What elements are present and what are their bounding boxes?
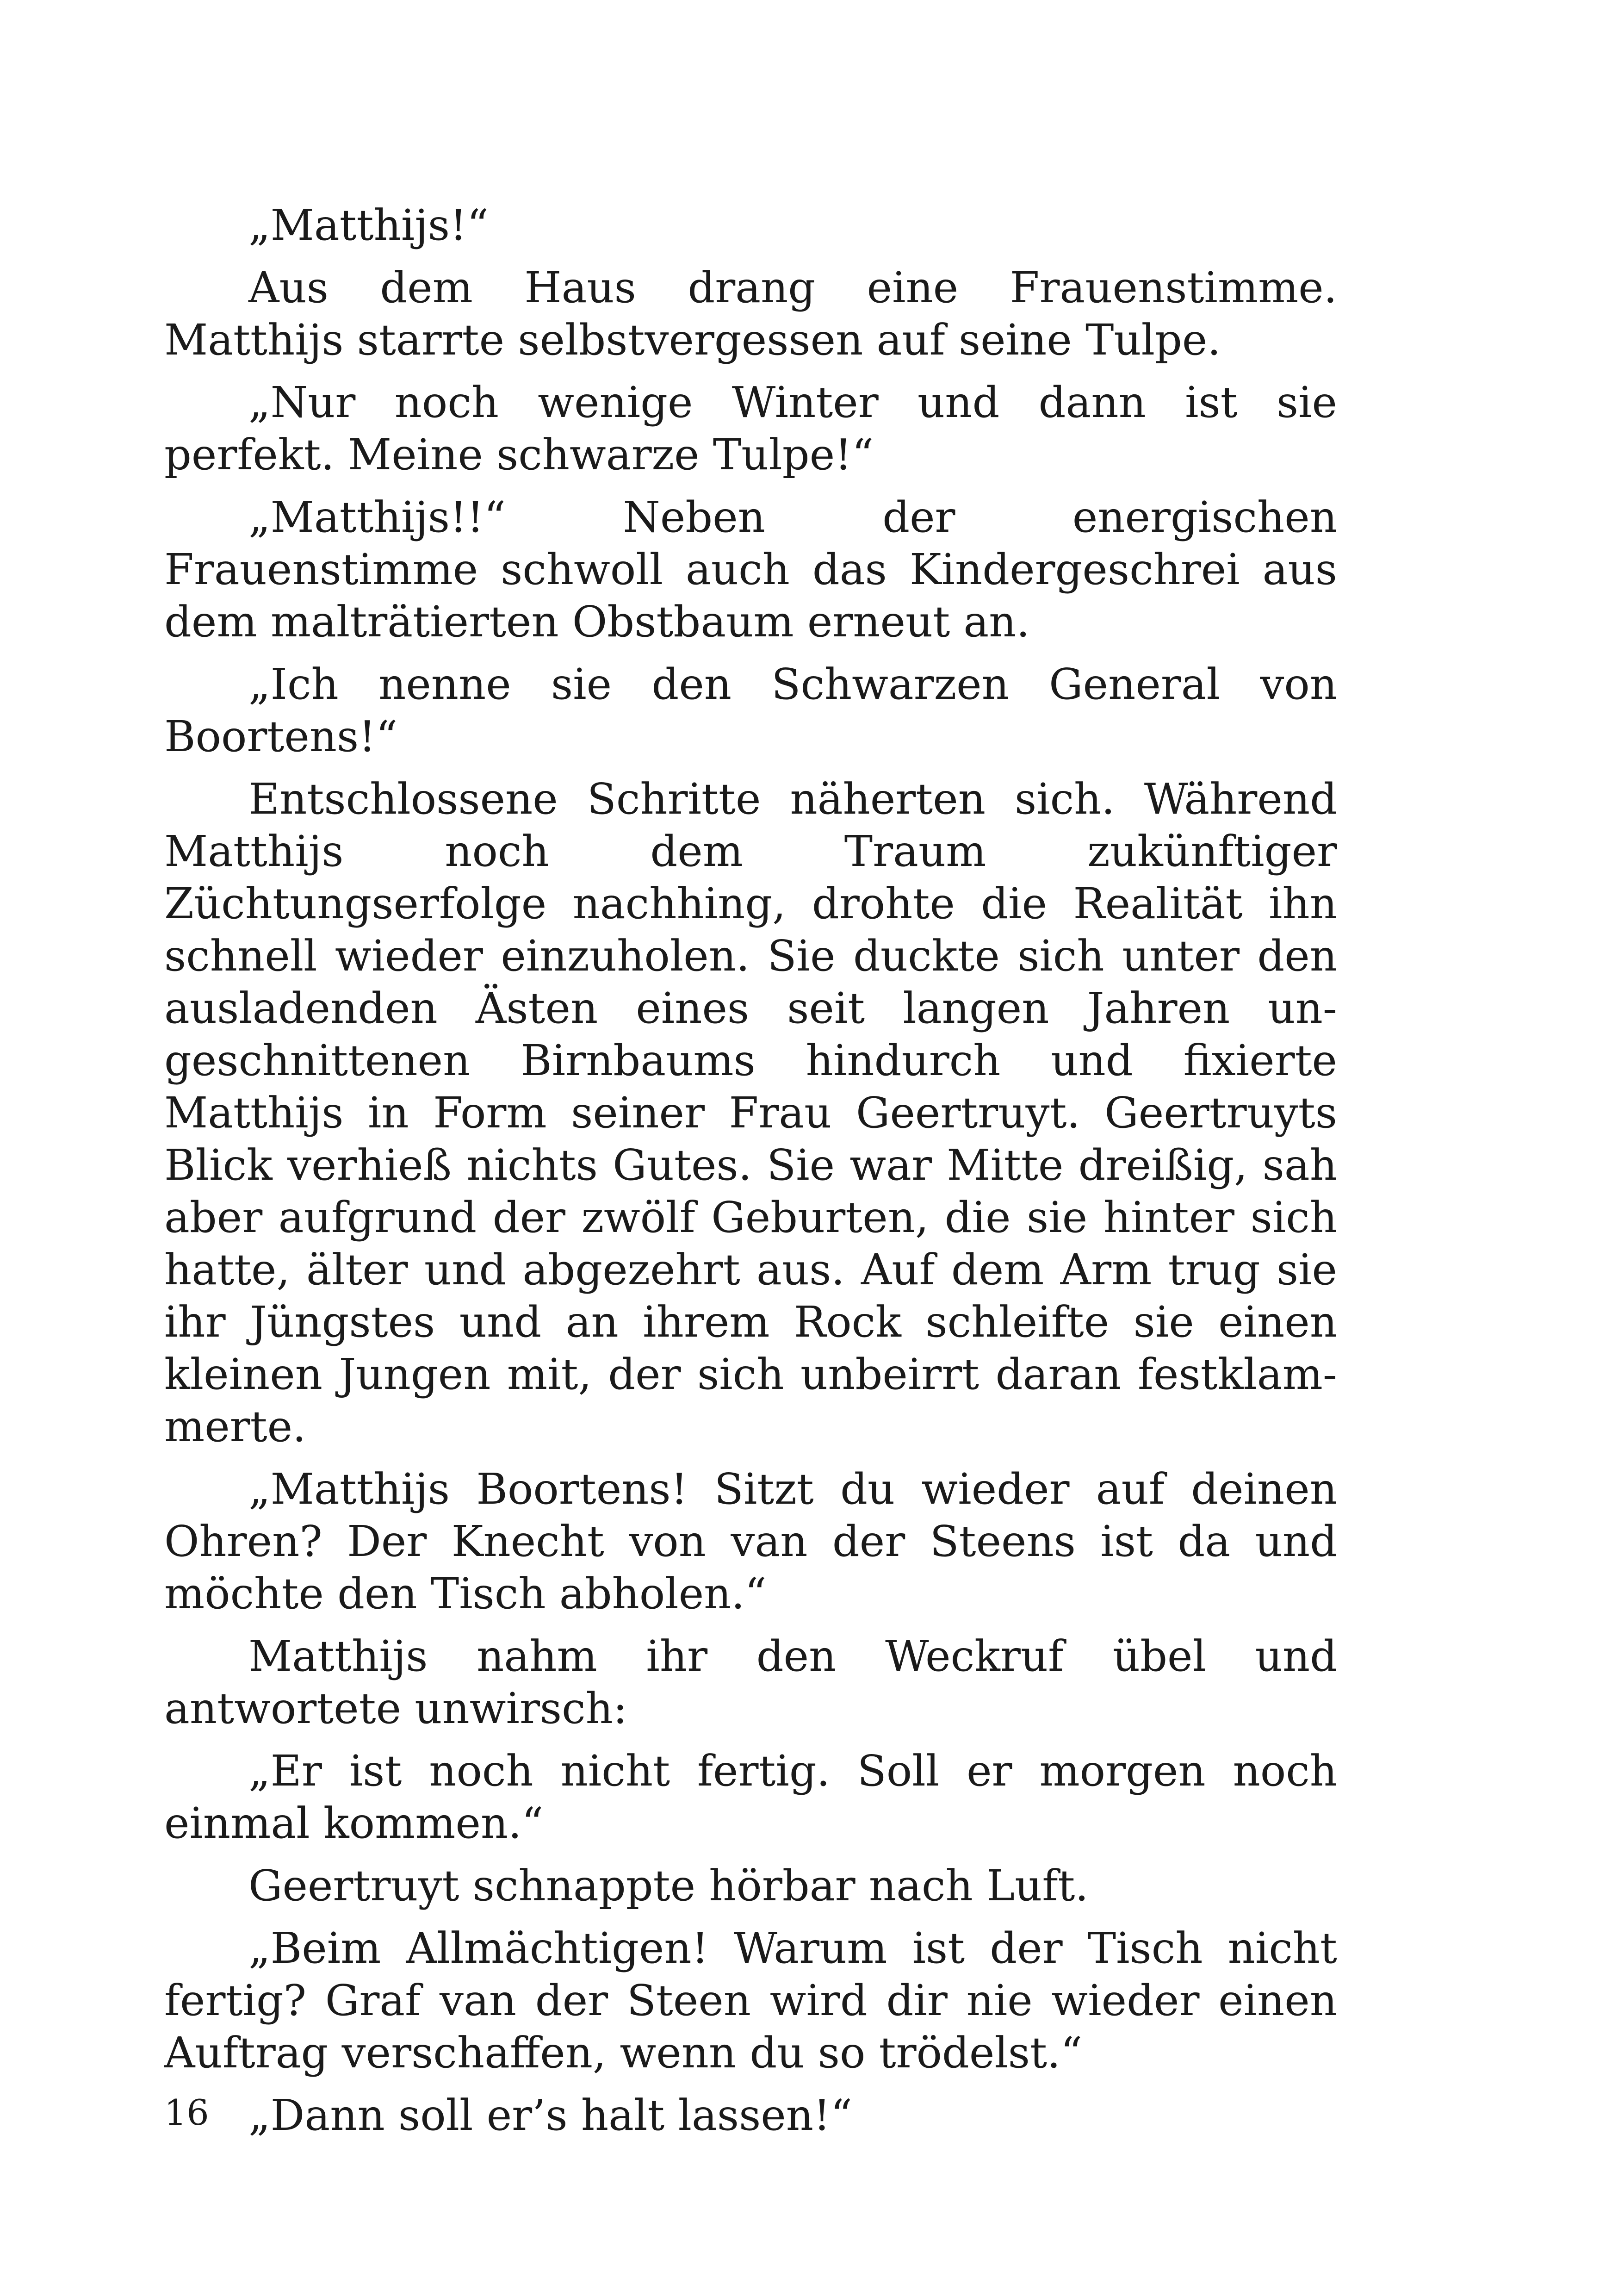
- paragraph: Matthijs nahm ihr den Weckruf übel und antwortete unwirsch:: [164, 1631, 1337, 1733]
- paragraph: Aus dem Haus drang eine Frauenstimme. Matthijs starrte selbstvergessen auf seine Tulpe.: [164, 263, 1337, 365]
- paragraph: „Matthijs!“: [248, 200, 489, 250]
- paragraph: „Dann soll er’s halt lassen!“: [248, 2091, 852, 2140]
- paragraph: „Er ist noch nicht fertig. Soll er morgen noch einmal kommen.“: [164, 1746, 1337, 1848]
- paragraph: „Matthijs Boortens! Sitzt du wieder auf deinen Ohren? Der Knecht von van der Steens ist da und möchte den Tisch abholen.“: [164, 1464, 1337, 1618]
- paragraph: „Beim Allmächtigen! Warum ist der Tisch nicht fertig? Graf van der Steen wird dir nie wieder einen Auftrag verschaffen, wenn du so trödelst.“: [164, 1923, 1337, 2078]
- paragraph: „Nur noch wenige Winter und dann ist sie perfekt. Meine schwarze Tulpe!“: [164, 378, 1337, 479]
- body-text: [164, 199, 1337, 2152]
- paragraph: „Matthijs!!“ Neben der energischen Frauenstimme schwoll auch das Kindergeschrei aus dem malträtierten Obstbaum erneut an.: [164, 492, 1337, 647]
- paragraph: Geertruyt schnappte hörbar nach Luft.: [248, 1861, 1089, 1910]
- paragraph: „Ich nenne sie den Schwarzen General von Boortens!“: [164, 660, 1337, 761]
- paragraph: Entschlossene Schritte näherten sich. Während Matthijs noch dem Traum zukünftiger Züchtungserfolge nachhing, drohte die Realität ihn schnell wieder einzuholen. Sie duckte sich unter den ausladenden Ästen eines seit langen Jahren ungeschnittenen Birnbaums hindurch und fixierte Matthijs in Form seiner Frau Geertruyt. Geertruyts Blick verhieß nichts Gutes. Sie war Mitte dreißig, sah aber aufgrund der zwölf Geburten, die sie hinter sich hatte, älter und abgezehrt aus. Auf dem Arm trug sie ihr Jüngstes und an ihrem Rock schleifte sie einen kleinen Jungen mit, der sich unbeirrt daran festklammerte.: [164, 774, 1337, 1451]
- page-number: 16: [164, 2092, 209, 2133]
